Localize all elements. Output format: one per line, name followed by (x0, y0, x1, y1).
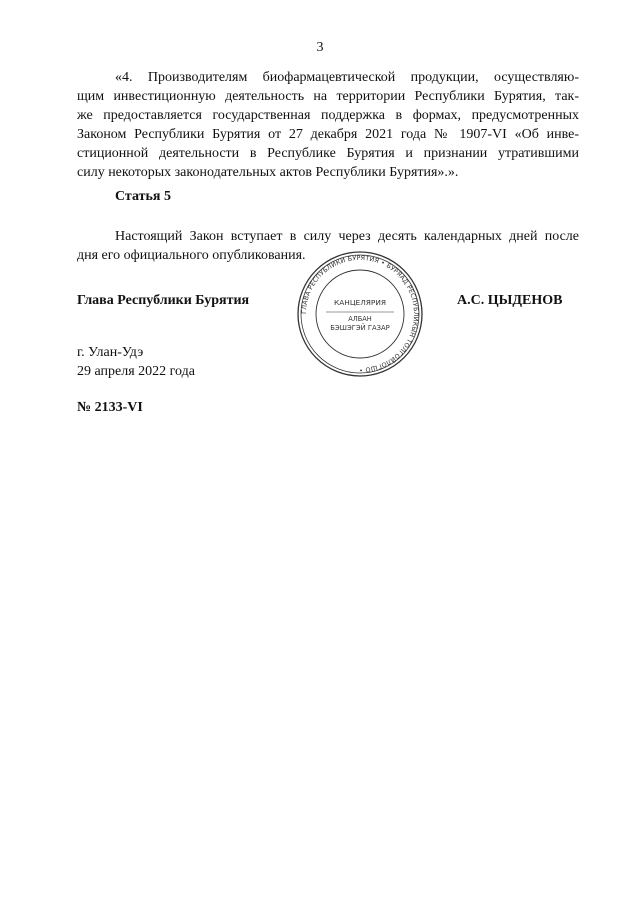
paragraph-line: силу некоторых законодательных актов Республики Бурятия».». (77, 165, 459, 180)
article-heading: Статья 5 (115, 189, 171, 204)
paragraph-line: дня его официального опубликования. (77, 248, 306, 263)
date-of-signing: 29 апреля 2022 года (77, 364, 195, 379)
svg-text:ГЛАВА РЕСПУБЛИКИ БУРЯТИЯ • БУР (301, 255, 419, 373)
law-number: № 2133-VI (77, 400, 143, 415)
paragraph-line: стиционной деятельности в Республике Бурятия и признании утратившими (77, 146, 579, 161)
signatory-name: А.С. ЦЫДЕНОВ (457, 293, 563, 308)
paragraph-line: «4. Производителям биофармацевтической продукции, осуществляю- (115, 70, 579, 85)
paragraph-amendment (77, 68, 579, 182)
seal-center-line-1: КАНЦЕЛЯРИЯ (333, 298, 387, 307)
page-number: 3 (316, 40, 324, 55)
paragraph-line: Настоящий Закон вступает в силу через десять календарных дней после (115, 229, 579, 244)
seal-ring-text: ГЛАВА РЕСПУБЛИКИ БУРЯТИЯ • БУРЯАД РЕСПУБЛИКЫН ТОЛГОЙЛОГШО • (300, 254, 420, 374)
seal-center-line-2: АЛБАН (348, 315, 372, 323)
paragraph-line: Законом Республики Бурятия от 27 декабря 2021 года № 1907-VI «Об инве- (77, 127, 579, 142)
seal-center-line-3: БЭШЭГЭЙ ГАЗАР (330, 324, 390, 332)
paragraph-line: же предоставляется государственная поддержка в формах, предусмотренных (77, 108, 579, 123)
official-seal-stamp (288, 250, 432, 378)
signatory-title: Глава Республики Бурятия (77, 293, 250, 308)
paragraph-line: щим инвестиционную деятельность на территории Республики Бурятия, так- (77, 89, 579, 104)
city-of-signing: г. Улан-Удэ (77, 345, 144, 360)
